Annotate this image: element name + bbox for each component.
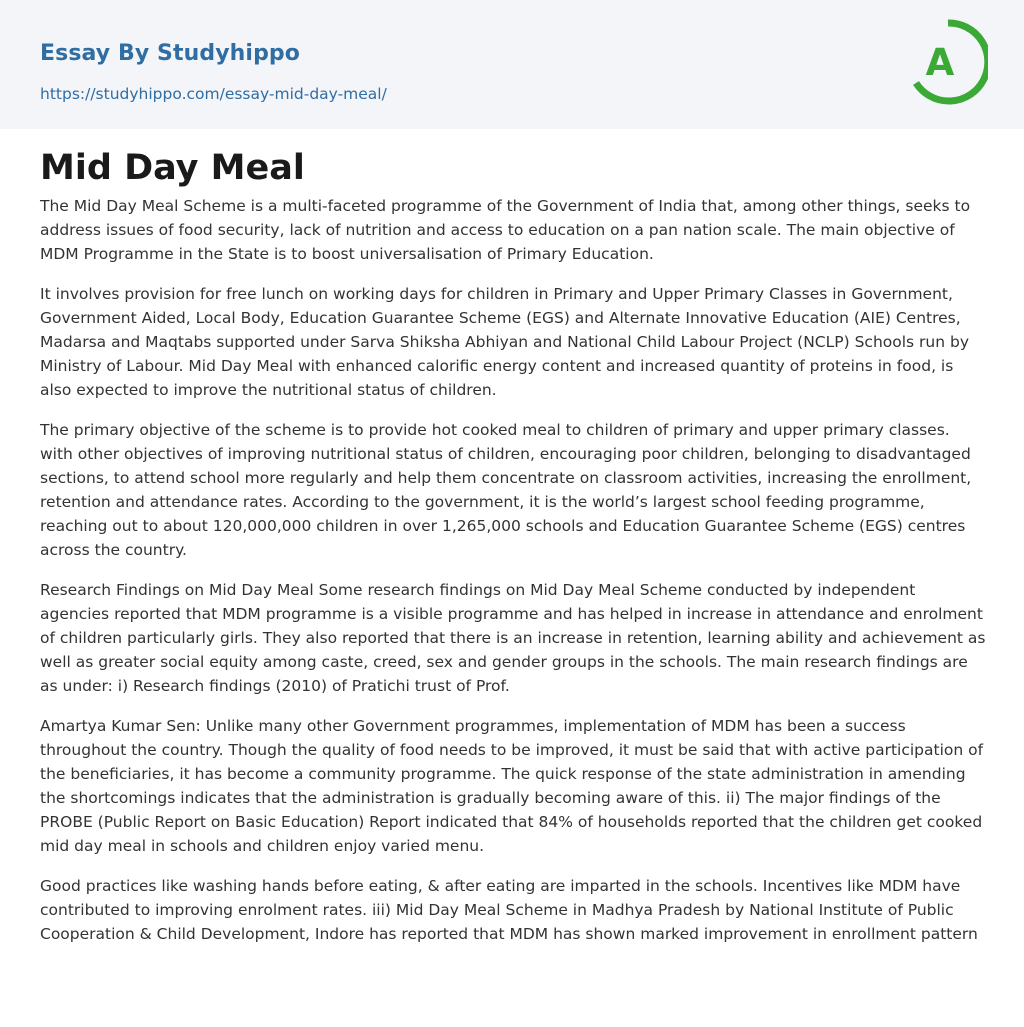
essay-url-link[interactable]: https://studyhippo.com/essay-mid-day-meal/: [40, 85, 387, 103]
essay-body: [40, 194, 986, 962]
logo-letter: A: [925, 41, 955, 84]
essay-paragraph: Amartya Kumar Sen: Unlike many other Government programmes, implementation of MDM has been a success throughout the country. Though the quality of food needs to be improved, it must be said that with active participation of the beneficiaries, it has become a community programme. The quick response of the state administration in amending the shortcomings indicates that the administration is gradually becoming aware of this. ii) The major findings of the PROBE (Public Report on Basic Education) Report indicated that 84% of households reported that the children get cooked mid day meal in schools and children enjoy varied menu.: [40, 717, 984, 855]
essay-paragraph: The Mid Day Meal Scheme is a multi-faceted programme of the Government of India that, among other things, seeks to address issues of food security, lack of nutrition and access to education on a pan nation scale. The main objective of MDM Programme in the State is to boost universalisation of Primary Education.: [40, 197, 971, 263]
essay-paragraph: The primary objective of the scheme is to provide hot cooked meal to children of primary and upper primary classes. with other objectives of improving nutritional status of children, encouraging poor children, belonging to disadvantaged sections, to attend school more regularly and help them concentrate on classroom activities, increasing the enrollment, retention and attendance rates. According to the government, it is the world’s largest school feeding programme, reaching out to about 120,000,000 children in over 1,265,000 schools and Education Guarantee Scheme (EGS) centres across the country.: [40, 421, 972, 559]
site-brand[interactable]: Essay By Studyhippo: [40, 41, 300, 66]
essay-title: Mid Day Meal: [40, 148, 305, 188]
studyhippo-logo-icon[interactable]: [908, 19, 988, 105]
essay-paragraph: Good practices like washing hands before eating, & after eating are imparted in the schools. Incentives like MDM have contributed to improving enrolment rates. iii) Mid Day Meal Scheme in Madhya Pradesh by National Institute of Public Cooperation & Child Development, Indore has reported that MDM has shown marked improvement in enrollment pattern: [40, 877, 978, 943]
essay-paragraph: Research Findings on Mid Day Meal Some research findings on Mid Day Meal Scheme conducted by independent agencies reported that MDM programme is a visible programme and has helped in increase in attendance and enrolment of children particularly girls. They also reported that there is an increase in retention, learning ability and achievement as well as greater social equity among caste, creed, sex and gender groups in the schools. The main research findings are as under: i) Research findings (2010) of Pratichi trust of Prof.: [40, 581, 986, 695]
site-header: [0, 0, 1024, 129]
essay-paragraph: It involves provision for free lunch on working days for children in Primary and Upper Primary Classes in Government, Government Aided, Local Body, Education Guarantee Scheme (EGS) and Alternate Innovative Education (AIE) Centres, Madarsa and Maqtabs supported under Sarva Shiksha Abhiyan and National Child Labour Project (NCLP) Schools run by Ministry of Labour. Mid Day Meal with enhanced calorific energy content and increased quantity of proteins in food, is also expected to improve the nutritional status of children.: [40, 285, 970, 399]
